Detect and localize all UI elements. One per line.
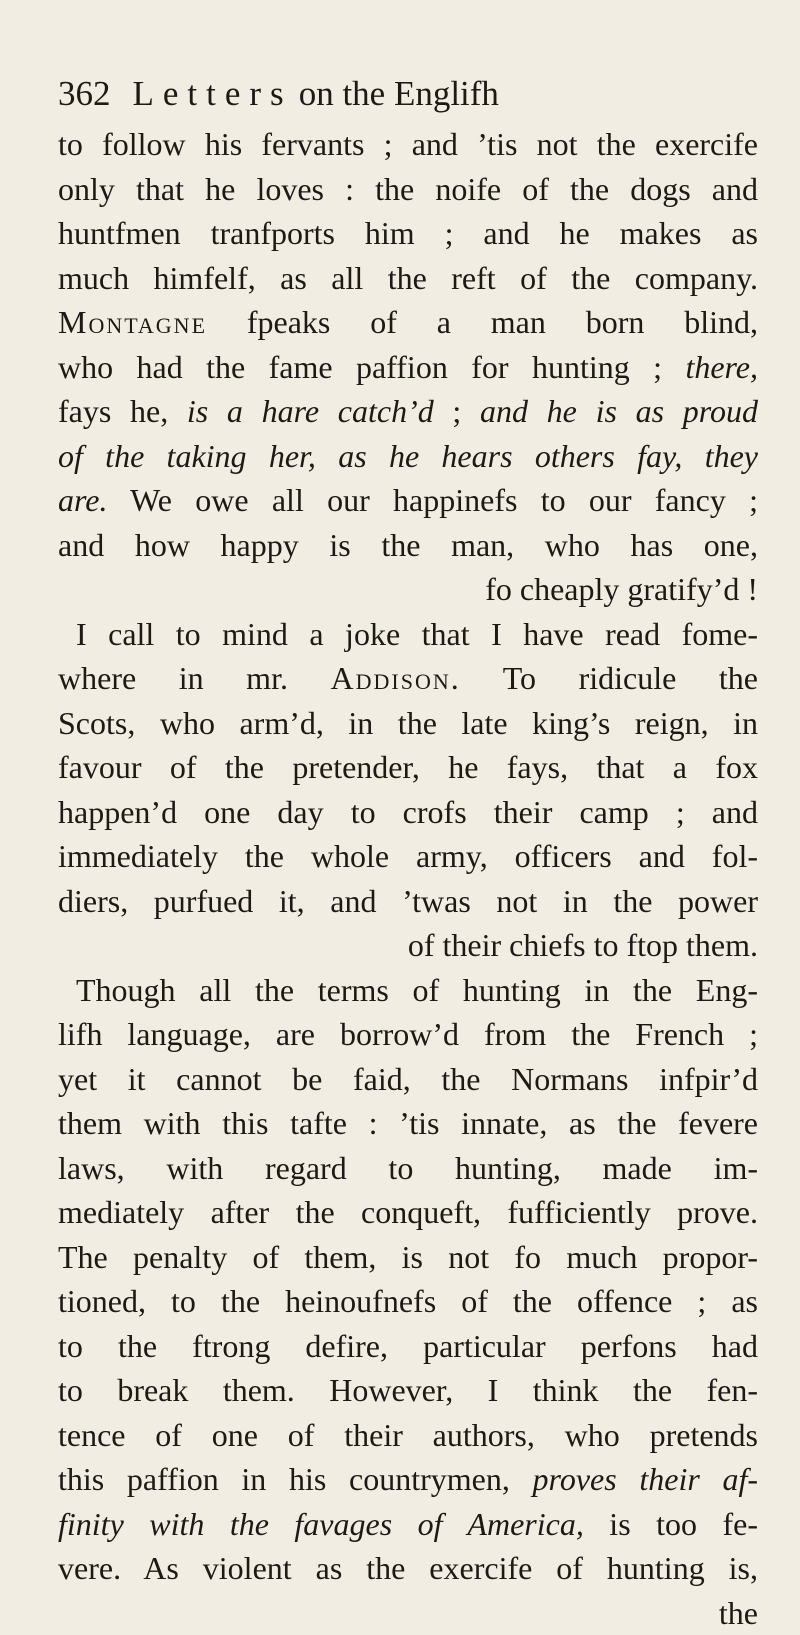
text-segment: there, (685, 349, 758, 385)
text-segment: To ridicule the (461, 660, 758, 696)
text-segment: lifh language, are borrow’d from the French ; (58, 1016, 758, 1052)
text-line (58, 122, 758, 167)
text-segment: tence of one of their authors, who pretends (58, 1417, 758, 1453)
text-line (58, 1324, 758, 1369)
text-line (58, 1012, 758, 1057)
text-line (58, 389, 758, 434)
text-segment: Though all the terms of hunting in the Eng- (76, 972, 758, 1008)
running-header (58, 76, 740, 111)
text-segment: The penalty of them, is not fo much propor- (58, 1239, 758, 1275)
text-line (58, 256, 758, 301)
text-segment: vere. As violent as the exercife of hunting is, (58, 1550, 758, 1586)
text-line (58, 345, 758, 390)
text-segment: finity with the favages of America, (58, 1506, 584, 1542)
text-line (58, 1546, 758, 1591)
text-line (58, 1190, 758, 1235)
text-segment: much himfelf, as all the reft of the company. (58, 260, 758, 296)
text-segment: Montagne (58, 304, 207, 340)
text-segment: mediately after the conqueft, fufficiently prove. (58, 1194, 758, 1230)
text-line (58, 1591, 758, 1635)
text-segment: fo cheaply gratify’d ! (485, 571, 758, 607)
text-segment: Scots, who arm’d, in the late king’s reign, in (58, 705, 758, 741)
text-line (58, 434, 758, 479)
text-line (58, 567, 758, 612)
text-segment: and how happy is the man, who has one, (58, 527, 758, 563)
text-line (58, 1235, 758, 1280)
text-segment: is too fe- (584, 1506, 758, 1542)
text-line (58, 1368, 758, 1413)
text-segment: yet it cannot be faid, the Normans infpir’d (58, 1061, 758, 1097)
text-segment: to follow his fervants ; and ’tis not the exercife (58, 126, 758, 162)
text-segment: We owe all our happinefs to our fancy ; (107, 482, 758, 518)
text-line (58, 300, 758, 345)
text-segment: ; (434, 393, 480, 429)
text-segment: of the taking her, as he hears others fay, they (58, 438, 758, 474)
text-line (58, 167, 758, 212)
text-segment: laws, with regard to hunting, made im- (58, 1150, 758, 1186)
text-segment: fpeaks of a man born blind, (207, 304, 758, 340)
text-segment: huntfmen tranfports him ; and he makes as (58, 215, 758, 251)
text-segment: of their chiefs to ftop them. (408, 927, 758, 963)
text-line (58, 1146, 758, 1191)
text-segment: are. (58, 482, 107, 518)
text-line (58, 523, 758, 568)
header-title-rest: on the Englifh (299, 74, 499, 113)
text-line (58, 1279, 758, 1324)
text-segment: the (719, 1595, 758, 1631)
text-line (58, 478, 758, 523)
text-segment: to break them. However, I think the fen- (58, 1372, 758, 1408)
text-line (58, 701, 758, 746)
text-segment: I call to mind a joke that I have read fome- (76, 616, 758, 652)
text-segment: tioned, to the heinoufnefs of the offence ; as (58, 1283, 758, 1319)
page-number: 362 (58, 74, 111, 113)
text-segment: and he is as proud (480, 393, 758, 429)
text-line (58, 1502, 758, 1547)
text-segment: Addison. (331, 660, 461, 696)
text-line (58, 1413, 758, 1458)
text-line (58, 1457, 758, 1502)
text-line (58, 834, 758, 879)
text-line (58, 790, 758, 835)
body-text (58, 122, 758, 1635)
text-segment: only that he loves : the noife of the dogs and (58, 171, 758, 207)
text-segment: favour of the pretender, he fays, that a fox (58, 749, 758, 785)
text-segment: them with this tafte : ’tis innate, as the fevere (58, 1105, 758, 1141)
text-line (58, 1057, 758, 1102)
text-segment: where in mr. (58, 660, 331, 696)
text-segment: proves their af- (533, 1461, 758, 1497)
text-segment: fays he, (58, 393, 187, 429)
text-line (58, 612, 758, 657)
text-line (58, 923, 758, 968)
text-line (58, 968, 758, 1013)
text-line (58, 879, 758, 924)
text-segment: is a hare catch’d (187, 393, 434, 429)
text-segment: diers, purfued it, and ’twas not in the power (58, 883, 758, 919)
text-line (58, 745, 758, 790)
text-segment: happen’d one day to crofs their camp ; and (58, 794, 758, 830)
text-segment: to the ftrong defire, particular perfons had (58, 1328, 758, 1364)
header-title-word: Letters (133, 74, 293, 113)
text-segment: immediately the whole army, officers and fol- (58, 838, 758, 874)
text-segment: this paffion in his countrymen, (58, 1461, 533, 1497)
text-segment: who had the fame paffion for hunting ; (58, 349, 685, 385)
text-line (58, 1101, 758, 1146)
text-line (58, 211, 758, 256)
text-line (58, 656, 758, 701)
